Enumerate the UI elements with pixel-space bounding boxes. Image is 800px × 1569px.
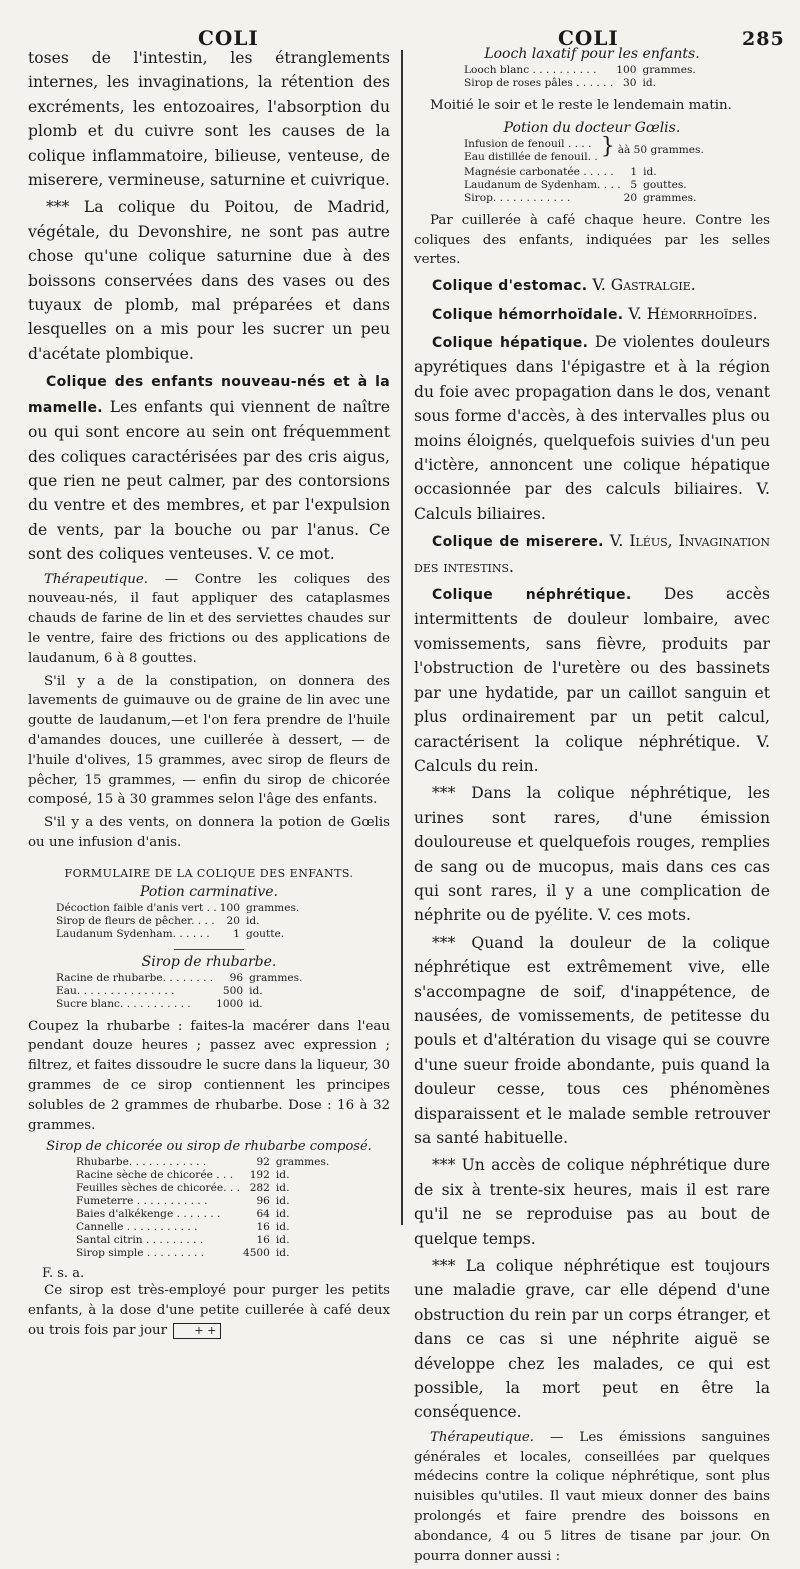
looch-title: Looch laxatif pour les enfants. [484, 46, 700, 62]
table-row: Santal citrin . . . . . . . . . 16 id. [76, 1234, 290, 1247]
running-head-left: COLI [198, 26, 259, 50]
entry-text: Les enfants qui viennent de naître ou qui sont encore au sein ont fréquemment des coliques caractérisées par des cris aigus, que rien ne peut calmer, par des contorsions du ventre et des membres, et par l'expulsion de vents, par la bouche ou par l'anus. Ce sont des coliques venteuses. V. ce mot. [28, 397, 390, 564]
potion-carminative-table [56, 902, 302, 941]
table-row: Racine de rhubarbe. . . . . . . . 96 grammes. [56, 971, 303, 984]
therapeutique-label: Thérapeutique. [44, 571, 149, 587]
table-row: Rhubarbe. . . . . . . . . . . . 92 grammes. [76, 1156, 330, 1169]
paragraph-nephretique-therapeutique: Thérapeutique. — Les émissions sanguines générales et locales, conseillées par quelques médecins contre la colique néphrétique, sont plus nuisibles qu'utiles. Il vaut mieux donner des bains prolongés et faire prendre des boissons en abondance, 4 ou 5 litres de tisane par jour. On pourra donner aussi : [414, 1429, 770, 1564]
paragraph-causes: toses de l'intestin, les étranglements internes, les invaginations, la rétention des excréments, les entozoaires, l'absorption du plomb et du cuivre sont les causes de la colique inflammatoire, bilieuse, venteuse, de miserere, vermineuse, saturnine et cuivrique. [28, 49, 391, 190]
paragraph-colique-poitou: *** La colique du Poitou, de Madrid, végétale, du Devonshire, ne sont pas autre chose qu'une colique saturnine due à des boissons conservées dans des vases ou des tuyaux de plomb, mal préparées et dans lesquelles on a mis pour les sucrer un peu d'acétate plombique. [28, 198, 390, 363]
paragraph-vents: S'il y a des vents, on donnera la potion de Gœlis ou une infusion d'anis. [28, 815, 390, 850]
table-row: Sirop. . . . . . . . . . . . 20 grammes. [464, 191, 697, 204]
entry-colique-estomac: Colique d'estomac. V. Gastralgie. [432, 276, 696, 295]
therapeutique-text: — Contre les coliques des nouveau-nés, il faut appliquer des cataplasmes chauds de farine de lin et des serviettes chaudes sur le ventre, faire des frictions ou des applications de laudanum, 6 à 8 gouttes. [28, 571, 390, 666]
table-row: Baies d'alkékenge . . . . . . . 64 id. [76, 1208, 290, 1221]
paragraph-nephretique-urines: *** Dans la colique néphrétique, les urines sont rares, d'une émission douloureuse et quelquefois rouges, remplies de sang ou de mucopus, mais dans ces cas qui sont rares, il y a une complication de néphrite ou de pyélite. V. ces mots. [414, 784, 770, 925]
page-number: 285 [742, 28, 785, 50]
goelis-table-rest [464, 166, 699, 205]
right-column [414, 46, 770, 1569]
table-row: Sucre blanc. . . . . . . . . . . 1000 id. [56, 997, 263, 1010]
table-row: Eau. . . . . . . . . . . . . . . 500 id. [56, 984, 263, 997]
entry-colique-hepatique: Colique hépatique. De violentes douleurs apyrétiques dans l'épigastre et à la région du foie avec propagation dans le dos, venant sous forme d'accès, à des intervalles plus ou moins éloignés, quelquefois suivies d'un peu d'ictère, annoncent une colique hépatique occasionnée par des calculs biliaires. V. Calculs biliaires. [414, 333, 770, 523]
sirop-chicoree-title: Sirop de chicorée ou sirop de rhubarbe composé. [46, 1139, 372, 1155]
goelis-title: Potion du docteur Gœlis. [503, 119, 681, 136]
table-row: Fumeterre . . . . . . . . . . . 96 id. [76, 1195, 290, 1208]
table-row: Sirop de fleurs de pêcher. . . . 20 id. [56, 914, 260, 927]
table-row: Cannelle . . . . . . . . . . . 16 id. [76, 1221, 290, 1234]
entry-colique-hemorrhoidale: Colique hémorrhoïdale. V. Hémorrhoïdes. [432, 304, 758, 323]
entry-colique-enfants [28, 369, 390, 566]
looch-note: Moitié le soir et le reste le lendemain matin. [430, 98, 732, 113]
table-row: Magnésie carbonatée . . . . . 1 id. [464, 165, 657, 178]
entry-colique-miserere: Colique de miserere. V. Iléus, Invagination des intestins. [414, 532, 770, 576]
table-row: Sirop simple . . . . . . . . . 4500 id. [76, 1247, 290, 1260]
paragraph-constipation: S'il y a de la constipation, on donnera des lavements de guimauve ou de graine de lin avec une goutte de laudanum,—et l'on fera prendre de l'huile d'amandes douces, une cuillerée à dessert, — de l'huile d'olives, 15 grammes, avec sirop de fleurs de pêcher, 15 grammes, — enfin du sirop de chicorée composé, 15 à 30 grammes selon l'âge des enfants. [28, 673, 390, 808]
table-row: Sirop de roses pâles . . . . . . 30 id. [464, 77, 656, 89]
fsa-note: F. s. a. [42, 1266, 85, 1282]
formulaire-title: FORMULAIRE DE LA COLIQUE DES ENFANTS. [64, 866, 354, 880]
cross-symbol: + + [173, 1323, 221, 1339]
paragraph-nephretique-gravite: *** La colique néphrétique est toujours une maladie grave, car elle dépend d'une obstruction du rein par un corps étranger, et dans ce cas si une néphrite aiguë se développe chez les malades, ce qui est possible, la mort peut en être la conséquence. [414, 1257, 770, 1422]
left-column [28, 46, 390, 1344]
paragraph-nephretique-douleur: *** Quand la douleur de la colique néphrétique est extrêmement vive, elle s'accompagne de soif, d'inappétence, de nausées, de vomissements, de petitesse du pouls et d'altération du visage qui se couvre d'une sueur froide abondante, puis quand la douleur cesse, tous ces phénomènes disparaissent et le malade semble retrouver sa santé habituelle. [414, 933, 770, 1147]
paragraph-sirop-usage: Ce sirop est très-employé pour purger les petits enfants, à la dose d'une petite cuillerée à café deux ou trois fois par jour + + [28, 1283, 390, 1339]
looch-table [464, 64, 699, 90]
divider [174, 949, 244, 950]
brace-glyph: } [600, 133, 615, 159]
table-row: Laudanum de Sydenham. . . . 5 gouttes. [464, 178, 687, 191]
entry-heading: Colique des enfants nouveau-nés et à la mamelle. [28, 374, 390, 416]
table-row: Eau distillée de fenouil. . [464, 150, 598, 163]
running-head-right: COLI [558, 26, 619, 50]
entry-colique-nephretique: Colique néphrétique. Des accès intermittents de douleur lombaire, avec vomissements, sans fièvre, produits par l'obstruction de l'uretère ou des bassinets par une hydatide, par un caillot sanguin et plus ordinairement par un petit calcul, caractérisent la colique néphrétique. V. Calculs du rein. [414, 585, 770, 775]
sirop-chicoree-table [76, 1156, 332, 1260]
table-row: Infusion de fenouil . . . . } àà 50 grammes. [464, 138, 707, 151]
paragraph-therapeutique [28, 570, 390, 669]
table-row: Feuilles sèches de chicorée. . . 282 id. [76, 1182, 290, 1195]
paragraph-nephretique-duree: *** Un accès de colique néphrétique dure de six à trente-six heures, mais il est rare qu'il ne se reproduise pas au bout de quelque temps. [414, 1156, 770, 1248]
paragraph-rhubarbe-preparation: Coupez la rhubarbe : faites-la macérer dans l'eau pendant douze heures ; passez avec expression ; filtrez, et faites dissoudre le sucre dans la liqueur, 30 grammes de ce sirop contiennent les principes solubles de 2 grammes de rhubarbe. Dose : 16 à 32 grammes. [28, 1018, 390, 1133]
sirop-rhubarbe-title: Sirop de rhubarbe. [141, 953, 277, 970]
column-divider [401, 50, 403, 1225]
goelis-table [464, 133, 707, 164]
table-row: Laudanum Sydenham. . . . . . 1 goutte. [56, 927, 285, 940]
goelis-note: Par cuillerée à café chaque heure. Contre les coliques des enfants, indiquées par les selles vertes. [414, 212, 770, 268]
potion-carminative-title: Potion carminative. [139, 883, 279, 900]
table-row: Décoction faible d'anis vert . . 100 grammes. [56, 901, 300, 914]
table-row: Racine sèche de chicorée . . . 192 id. [76, 1169, 290, 1182]
sirop-rhubarbe-table [56, 972, 305, 1011]
table-row: Looch blanc . . . . . . . . . . 100 grammes. [464, 64, 696, 76]
